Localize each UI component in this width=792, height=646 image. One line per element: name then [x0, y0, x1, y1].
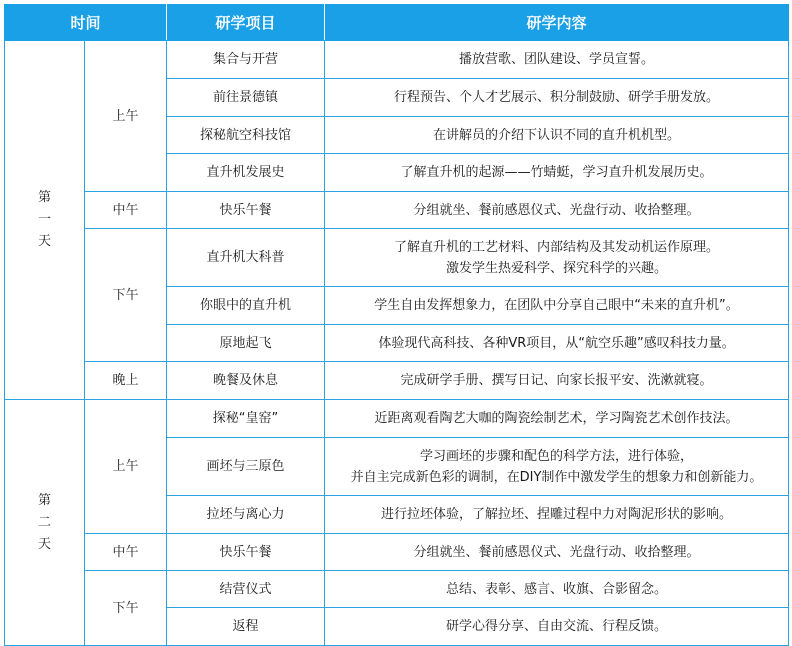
project-cell: 你眼中的直升机 [167, 287, 325, 325]
table-row [5, 229, 789, 287]
period-afternoon: 下午 [85, 571, 167, 646]
content-cell: 了解直升机的起源——竹蜻蜓，学习直升机发展历史。 [325, 154, 789, 192]
content-cell: 学生自由发挥想象力，在团队中分享自己眼中“未来的直升机”。 [325, 287, 789, 325]
content-cell: 进行拉坯体验，了解拉坯、捏雕过程中力对陶泥形状的影响。 [325, 496, 789, 534]
project-cell: 前往景德镇 [167, 79, 325, 117]
period-noon: 中午 [85, 534, 167, 571]
project-cell: 晚餐及休息 [167, 362, 325, 400]
table-row [5, 400, 789, 438]
project-cell: 直升机大科普 [167, 229, 325, 287]
project-cell: 快乐午餐 [167, 192, 325, 229]
project-cell: 返程 [167, 608, 325, 646]
project-cell: 直升机发展史 [167, 154, 325, 192]
project-cell: 探秘“皇窑” [167, 400, 325, 438]
study-tour-schedule-table [4, 4, 789, 646]
period-noon: 中午 [85, 192, 167, 229]
content-cell: 在讲解员的介绍下认识不同的直升机机型。 [325, 117, 789, 154]
project-cell: 画坯与三原色 [167, 438, 325, 496]
project-cell: 拉坯与离心力 [167, 496, 325, 534]
content-cell: 分组就坐、餐前感恩仪式、光盘行动、收拾整理。 [325, 534, 789, 571]
table-row [5, 362, 789, 400]
header-time: 时间 [5, 5, 167, 41]
period-evening: 晚上 [85, 362, 167, 400]
header-content: 研学内容 [325, 5, 789, 41]
schedule-table-wrapper [4, 4, 788, 635]
period-morning: 上午 [85, 400, 167, 534]
content-cell: 学习画坯的步骤和配色的科学方法，进行体验， 并自主完成新色彩的调制，在DIY制作中激发学生的想象力和创新能力。 [325, 438, 789, 496]
content-cell: 了解直升机的工艺材料、内部结构及其发动机运作原理。 激发学生热爱科学、探究科学的兴趣。 [325, 229, 789, 287]
content-cell: 分组就坐、餐前感恩仪式、光盘行动、收拾整理。 [325, 192, 789, 229]
content-cell: 播放营歌、团队建设、学员宣誓。 [325, 41, 789, 79]
table-row [5, 534, 789, 571]
project-cell: 结营仪式 [167, 571, 325, 608]
header-project: 研学项目 [167, 5, 325, 41]
header-row [5, 5, 789, 41]
project-cell: 快乐午餐 [167, 534, 325, 571]
content-cell: 体验现代高科技、各种VR项目，从“航空乐趣”感叹科技力量。 [325, 325, 789, 362]
period-afternoon: 下午 [85, 229, 167, 362]
table-row [5, 571, 789, 608]
day-label-2: 第 二 天 [5, 400, 85, 646]
content-cell: 研学心得分享、自由交流、行程反馈。 [325, 608, 789, 646]
day-label-1: 第 一 天 [5, 41, 85, 400]
period-morning: 上午 [85, 41, 167, 192]
content-cell: 近距离观看陶艺大咖的陶瓷绘制艺术，学习陶瓷艺术创作技法。 [325, 400, 789, 438]
table-row [5, 192, 789, 229]
content-cell: 行程预告、个人才艺展示、积分制鼓励、研学手册发放。 [325, 79, 789, 117]
table-row [5, 41, 789, 79]
content-cell: 总结、表彰、感言、收旗、合影留念。 [325, 571, 789, 608]
project-cell: 原地起飞 [167, 325, 325, 362]
project-cell: 探秘航空科技馆 [167, 117, 325, 154]
project-cell: 集合与开营 [167, 41, 325, 79]
content-cell: 完成研学手册、撰写日记、向家长报平安、洗漱就寝。 [325, 362, 789, 400]
